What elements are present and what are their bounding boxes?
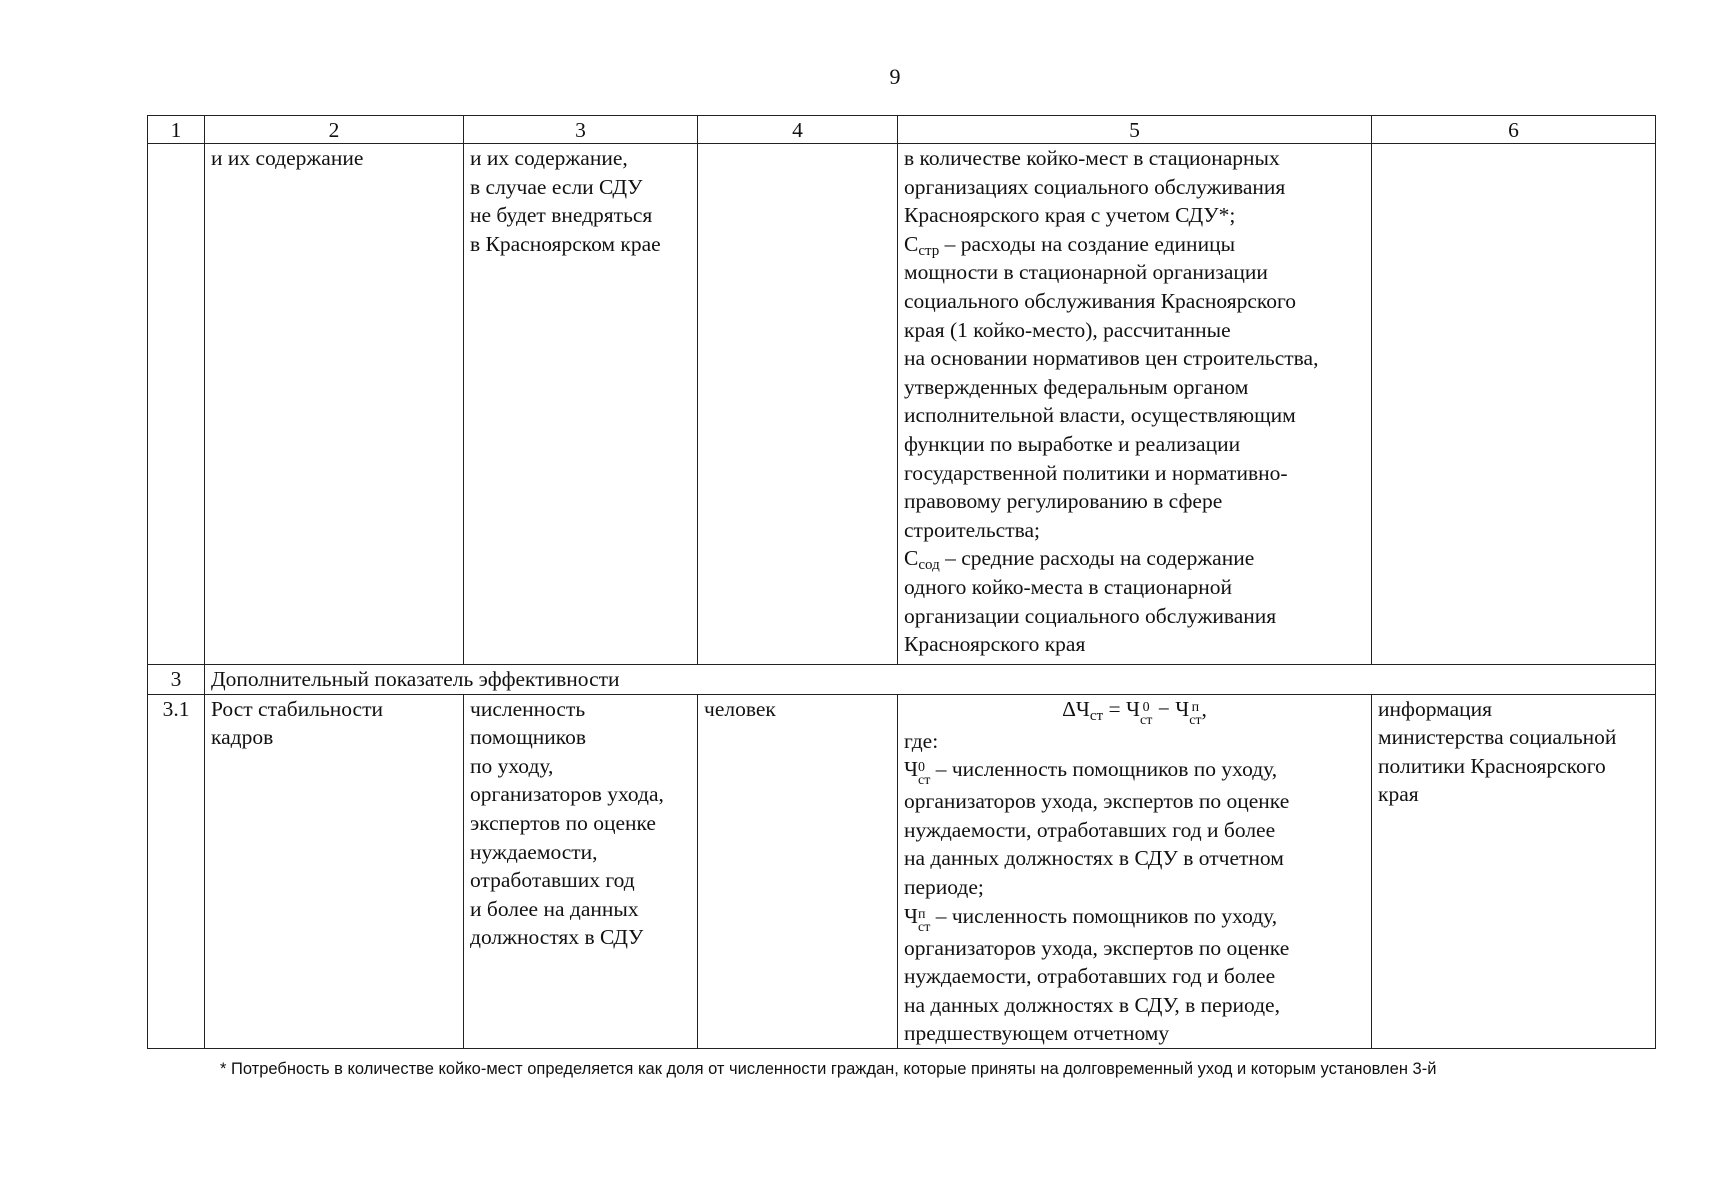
cell-source: [1372, 144, 1656, 665]
cell-indicator: и их содержание: [205, 144, 464, 665]
cell-source: информация министерства социальной политики Красноярского края: [1372, 694, 1656, 1048]
cell-method: $\Delta Ч_{ст} = Ч$ 0 ст − Ч п ст , где: Ч 0 ст – численность помощников по уходу, организаторов ухода, экспертов по оценке нуждаемости, отработавших год и более на данных должностях в СДУ в отчетном периоде; Ч п ст – численность помощников по уходу, организаторов ухода, экспертов по оценке нуждаемости, отработавших год и более на данных должностях в СДУ, в периоде, предшествующем отчетному: [898, 694, 1372, 1048]
cell-method: в количестве койко-мест в стационарных организациях социального обслуживания Красноярского края с учетом СДУ*; $С_{стр}$ – расходы на создание единицы мощности в стационарной организации социального обслуживания Красноярского края (1 койко-место), рассчитанные на основании нормативов цен строительства, утвержденных федеральным органом исполнительной власти, осуществляющим функции по выработке и реализации государственной политики и нормативно- правовому регулированию в сфере строительства; $С_{сод}$ – средние расходы на содержание одного койко-места в стационарной организации социального обслуживания Красноярского края: [898, 144, 1372, 665]
column-number: 5: [898, 116, 1372, 144]
cell-definition: численность помощников по уходу, организаторов ухода, экспертов по оценке нуждаемости, отработавших год и более на данных должностях в СДУ: [464, 694, 698, 1048]
column-number: 2: [205, 116, 464, 144]
table-row: [148, 694, 1656, 1048]
column-number: 4: [698, 116, 898, 144]
cell-indicator: Рост стабильности кадров: [205, 694, 464, 1048]
section-row: [148, 665, 1656, 695]
cell-definition: и их содержание, в случае если СДУ не будет внедряться в Красноярском крае: [464, 144, 698, 665]
c-str-definition: $С_{стр}$ – расходы на создание единицы: [904, 231, 1236, 259]
formula: $\Delta Ч_{ст} = Ч$ 0 ст − Ч п ст ,: [1062, 696, 1207, 728]
column-number: 3: [464, 116, 698, 144]
column-number: 6: [1372, 116, 1656, 144]
page-number: 9: [889, 64, 901, 89]
indicators-table: [147, 115, 1656, 1049]
cell-num: [148, 144, 205, 665]
cell-unit: [698, 144, 898, 665]
row-number: 3.1: [148, 694, 205, 1048]
section-number: 3: [148, 665, 205, 695]
section-title: Дополнительный показатель эффективности: [205, 665, 1656, 695]
column-number-row: [148, 116, 1656, 144]
c-sod-definition: $С_{сод}$ – средние расходы на содержание: [904, 546, 1255, 574]
ch0-definition: Ч 0 ст – численность помощников по уходу,: [904, 757, 1278, 789]
chn-definition: Ч п ст – численность помощников по уходу,: [904, 903, 1278, 935]
footnote: * Потребность в количестве койко-мест определяется как доля от численности граждан, которые приняты на долговременный уход и которым установлен 3-й: [220, 1060, 1437, 1078]
column-number: 1: [148, 116, 205, 144]
cell-unit: человек: [698, 694, 898, 1048]
table-row: [148, 144, 1656, 665]
